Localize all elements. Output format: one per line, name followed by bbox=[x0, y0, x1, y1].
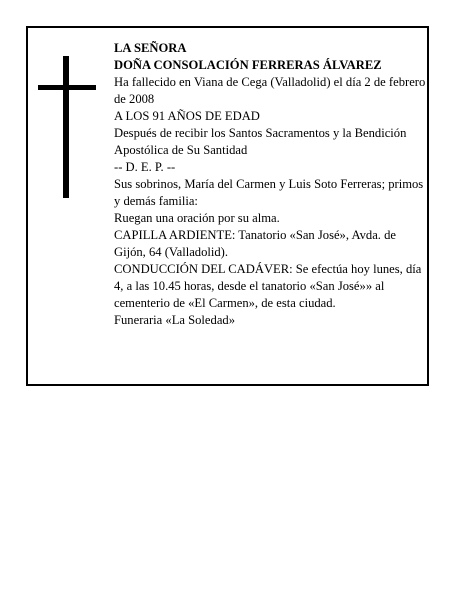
procession-line: CONDUCCIÓN DEL CADÁVER: Se efectúa hoy lunes, día 4, a las 10.45 horas, desde el tanatorio «San José»» al cementerio de «El Carmen», de esta ciudad. bbox=[114, 262, 422, 310]
notice-title: LA SEÑORA bbox=[114, 41, 187, 55]
chapel-line: CAPILLA ARDIENTE: Tanatorio «San José», Avda. de Gijón, 64 (Valladolid). bbox=[114, 228, 396, 259]
obituary-notice bbox=[26, 26, 429, 386]
notice-text-block bbox=[114, 40, 426, 329]
cross-horizontal-bar bbox=[38, 85, 96, 90]
funeral-home-line: Funeraria «La Soledad» bbox=[114, 313, 235, 327]
age-line: A LOS 91 AÑOS DE EDAD bbox=[114, 109, 260, 123]
sacraments-line: Después de recibir los Santos Sacramentos y la Bendición Apostólica de Su Santidad bbox=[114, 126, 407, 157]
family-line: Sus sobrinos, María del Carmen y Luis Soto Ferreras; primos y demás familia: bbox=[114, 177, 424, 208]
prayer-line: Ruegan una oración por su alma. bbox=[114, 211, 280, 225]
cross-vertical-bar bbox=[63, 56, 69, 198]
deceased-name: DOÑA CONSOLACIÓN FERRERAS ÁLVAREZ bbox=[114, 58, 382, 72]
rip-line: -- D. E. P. -- bbox=[114, 160, 176, 174]
cross-icon bbox=[38, 56, 98, 198]
death-info: Ha fallecido en Viana de Cega (Valladolid) el día 2 de febrero de 2008 bbox=[114, 75, 426, 106]
